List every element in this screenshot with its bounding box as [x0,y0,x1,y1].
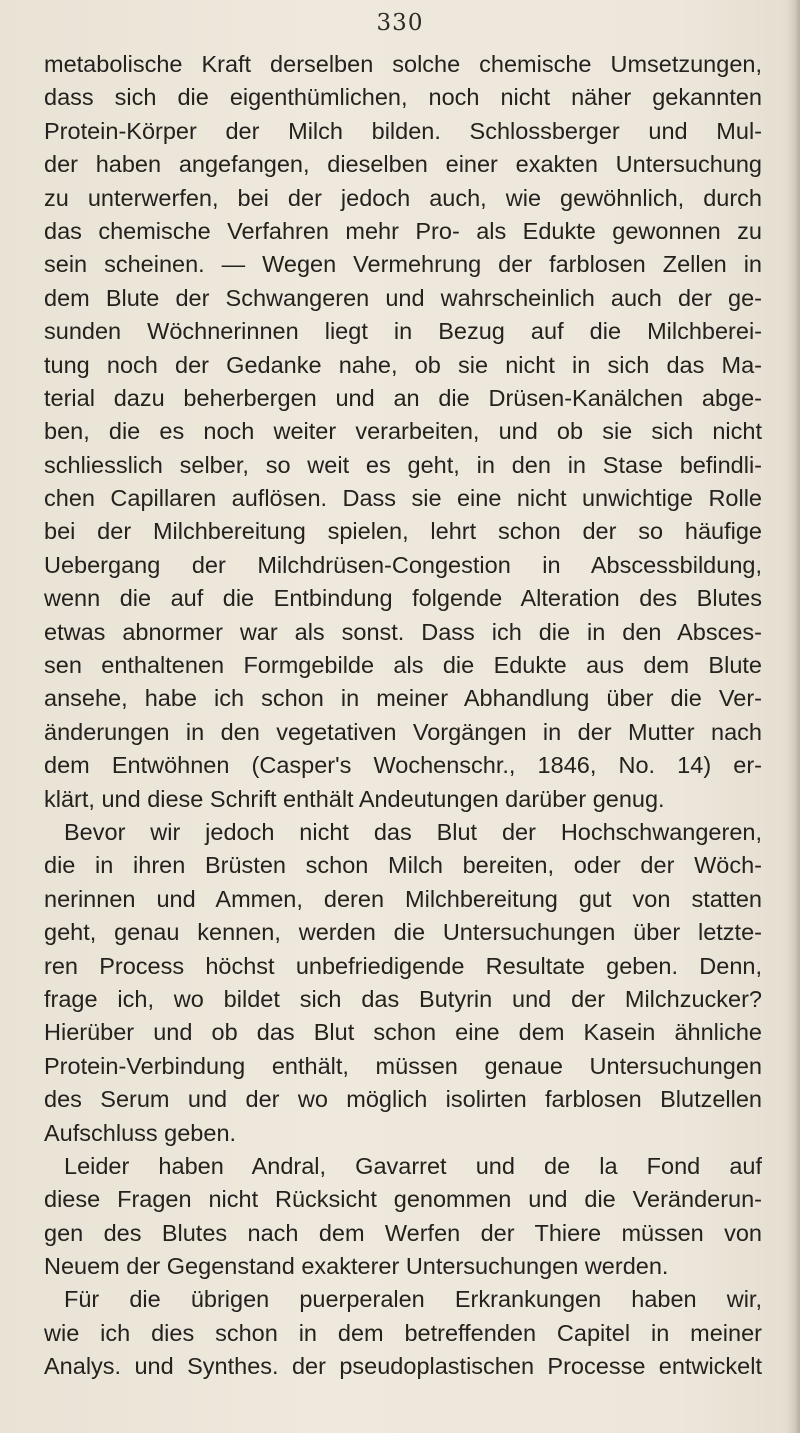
text-line: das chemische Verfahren mehr Pro- als Edukte gewonnen zu [44,217,762,244]
text-line: bei der Milchbereitung spielen, lehrt schon der so häufige [44,518,762,545]
text-line: Leider haben Andral, Gavarret und de la Fond auf [64,1152,762,1179]
page-edge-shadow [786,0,800,1433]
text-line: sein scheinen. — Wegen Vermehrung der farblosen Zellen in [44,251,762,278]
text-line: sunden Wöchnerinnen liegt in Bezug auf die Milchberei- [44,318,762,345]
text-line: dem Blute der Schwangeren und wahrscheinlich auch der ge- [44,284,762,311]
text-line: Aufschluss geben. [44,1119,237,1146]
text-line: wenn die auf die Entbindung folgende Alteration des Blutes [44,585,762,612]
text-line: der haben angefangen, dieselben einer exakten Untersuchung [44,151,762,178]
text-line: änderungen in den vegetativen Vorgängen in der Mutter nach [44,718,762,745]
page-number: 330 [376,10,424,36]
text-line: schliesslich selber, so weit es geht, in den in Stase befindli- [44,451,762,478]
text-line: gen des Blutes nach dem Werfen der Thiere müssen von [44,1219,762,1246]
text-line: wie ich dies schon in dem betreffenden Capitel in meiner [44,1319,762,1346]
text-line: Für die übrigen puerperalen Erkrankungen haben wir, [64,1286,762,1313]
text-line: metabolische Kraft derselben solche chemische Umsetzungen, [44,51,762,77]
text-line: Protein-Körper der Milch bilden. Schlossberger und Mul- [44,117,762,144]
text-line: des Serum und der wo möglich isolirten farblosen Blutzellen [44,1086,762,1113]
text-line: zu unterwerfen, bei der jedoch auch, wie gewöhnlich, durch [44,184,762,211]
text-line: frage ich, wo bildet sich das Butyrin und der Milchzucker? [44,985,762,1012]
text-line: Protein-Verbindung enthält, müssen genaue Untersuchungen [44,1052,762,1079]
text-line: chen Capillaren auflösen. Dass sie eine nicht unwichtige Rolle [44,485,762,512]
text-line: geht, genau kennen, werden die Untersuchungen über letzte- [44,919,762,946]
text-line: etwas abnormer war als sonst. Dass ich die in den Absces- [44,618,762,645]
text-line: Uebergang der Milchdrüsen-Congestion in Abscessbildung, [44,551,762,578]
text-line: Hierüber und ob das Blut schon eine dem Kasein ähnliche [44,1019,762,1046]
text-line: nerinnen und Ammen, deren Milchbereitung gut von statten [44,885,762,912]
text-line: klärt, und diese Schrift enthält Andeutungen darüber genug. [44,785,665,812]
text-line: die in ihren Brüsten schon Milch bereiten, oder der Wöch- [44,852,762,879]
text-line: dass sich die eigenthümlichen, noch nicht näher gekannten [44,84,762,111]
text-line: Bevor wir jedoch nicht das Blut der Hochschwangeren, [64,818,762,845]
text-line: ben, die es noch weiter verarbeiten, und ob sie sich nicht [44,418,762,445]
text-line: ansehe, habe ich schon in meiner Abhandlung über die Ver- [44,685,762,712]
text-line: Analys. und Synthes. der pseudoplastischen Processe entwickelt [44,1353,762,1380]
text-line: tung noch der Gedanke nahe, ob sie nicht in sich das Ma- [44,351,762,378]
text-line: Neuem der Gegenstand exakterer Untersuchungen werden. [44,1253,669,1280]
text-line: ren Process höchst unbefriedigende Resultate geben. Denn, [44,952,762,979]
text-line: terial dazu beherbergen und an die Drüsen-Kanälchen abge- [44,384,762,411]
text-line: dem Entwöhnen (Casper's Wochenschr., 1846, No. 14) er- [44,752,762,779]
body-text [44,48,762,1384]
text-line: diese Fragen nicht Rücksicht genommen und die Veränderun- [44,1186,762,1213]
text-line: sen enthaltenen Formgebilde als die Edukte aus dem Blute [44,652,762,679]
